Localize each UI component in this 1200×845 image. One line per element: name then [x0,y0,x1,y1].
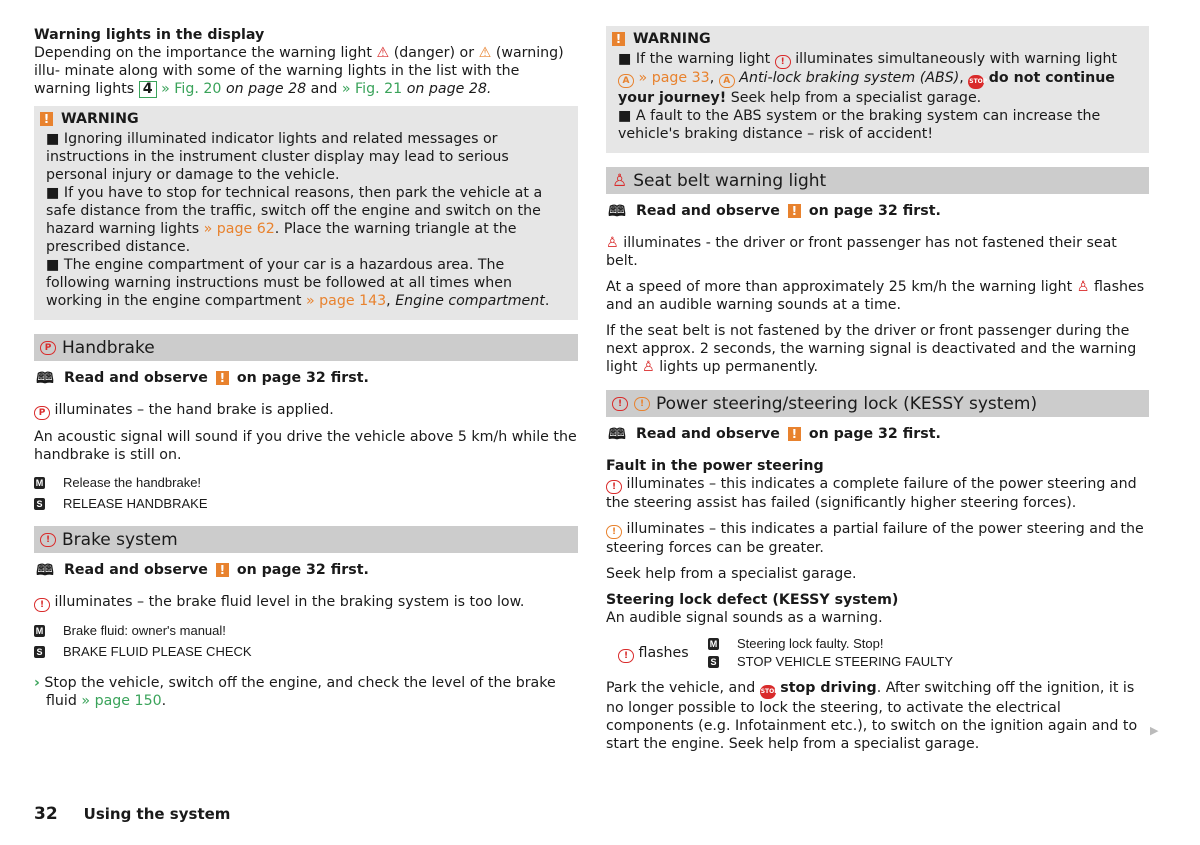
warning-triangle-icon: ⚠ [478,45,492,61]
read-text: on page 32 first. [236,562,369,578]
message-text: Release the handbrake! [63,475,202,490]
handbrake-messages [34,472,578,514]
danger-triangle-icon: ⚠ [376,45,390,61]
intro-text: on page 28. [406,81,492,97]
steering-red-icon: ! [612,397,628,411]
read-text: Read and observe [636,203,780,219]
read-and-observe [606,425,1149,443]
step-arrow-icon: › [34,675,40,691]
book-icon: 🕮 [608,425,626,443]
brake-illuminates [34,593,578,612]
bullet-text: ■ If you have to stop for technical reasons, then park the vehicle at a safe distance from the traffic, switch off the engine and switch on the hazard warning lights [46,185,543,237]
bullet-text: , [959,70,964,86]
body-text: flashes and an audible warning sounds at a time. [606,279,1145,313]
park-text [606,679,1149,753]
m-label-icon: M [35,477,44,488]
warning-bullet [46,256,566,310]
warning-header [40,110,566,128]
handbrake-illuminates [34,401,578,420]
bullet-text: Anti-lock braking system (ABS) [739,70,960,86]
body-text: illuminates – this indicates a partial failure of the power steering and the steering forces can be greater. [606,521,1144,556]
seatbelt-section-header [606,167,1149,194]
abs-icon: A [618,74,634,88]
handbrake-icon: P [40,341,56,355]
message-row [708,635,953,653]
message-row [34,472,578,493]
message-row [34,493,578,514]
read-and-observe [34,561,578,579]
read-text: Read and observe [64,370,208,386]
abs-icon: A [719,74,735,88]
page33-link[interactable]: » page 33 [638,70,710,86]
book-icon: 🕮 [36,369,54,387]
m-label-icon: M [709,639,718,649]
exclamation-icon: ! [788,427,801,441]
fault-partial [606,520,1149,557]
warning-box-general [34,106,578,320]
intro-text: lights [95,81,135,97]
bullet-text: Seek help from a specialist garage. [730,90,982,106]
handbrake-acoustic: An acoustic signal will sound if you drive the vehicle above 5 km/h while the handbrake is still on. [34,429,577,463]
bullet-text: , [709,70,715,86]
intro-text: Depending on the importance the warning light [34,45,372,61]
left-column [34,26,578,718]
page150-link[interactable]: » page 150 [81,693,162,709]
bullet-text: . [544,293,550,309]
message-text: RELEASE HANDBRAKE [63,496,208,511]
warning-bullet [618,50,1137,107]
brake-section-header [34,526,578,553]
section-title: Handbrake [62,337,155,358]
fig20-link[interactable]: » Fig. 20 [161,81,222,97]
s-label-icon: S [34,646,45,658]
page143-link[interactable]: » page 143 [305,293,387,309]
step-text: Stop the vehicle, switch off the engine, and check the level of the brake fluid [44,675,556,709]
seatbelt-icon: ♙ [641,359,655,375]
footer-section: Using the system [83,805,231,823]
steering-red-icon: ! [618,649,634,663]
brake-system-icon: ! [775,55,791,69]
warning-box-brake [606,26,1149,153]
brake-system-icon: ! [40,533,56,547]
warning-bullet: ■ A fault to the ABS system or the braking system can increase the vehicle's braking distance – risk of accident! [618,108,1101,142]
body-text: illuminates – this indicates a complete failure of the power steering and the steering assist has failed (significantly higher steering forces). [606,476,1137,511]
lock-text: An audible signal sounds as a warning. [606,610,883,626]
handbrake-section-header [34,334,578,361]
section-title: Seat belt warning light [633,170,827,191]
read-text: on page 32 first. [236,370,369,386]
body-text: illuminates - the driver or front passenger has not fastened their seat belt. [606,235,1117,269]
read-and-observe [606,202,1149,220]
body-text: stop driving [780,680,877,696]
seatbelt-icon: ♙ [1076,279,1090,295]
step-text: . [161,693,167,709]
stop-icon: STOP [968,75,984,89]
figure-number-box: 4 [139,81,157,98]
seatbelt-p3 [606,322,1149,376]
flashes-text: flashes [638,644,689,661]
message-text: STOP VEHICLE STEERING FAULTY [737,654,954,669]
message-row [34,641,578,662]
flashes-cell [606,644,708,663]
read-text: on page 32 first. [808,203,941,219]
section-title: Brake system [62,529,178,550]
body-text: Park the vehicle, and [606,680,756,696]
warning-lights-heading: Warning lights in the display [34,27,265,43]
bullet-text: Engine compartment [395,293,545,309]
lock-heading: Steering lock defect (KESSY system) [606,592,899,608]
exclamation-icon: ! [612,32,625,46]
handbrake-icon: P [34,406,50,420]
fault-complete [606,475,1149,512]
bullet-text: do not continue your journey! [618,70,1115,106]
page-number: 32 [34,804,58,824]
steering-yellow-icon: ! [606,525,622,539]
m-label-icon: M [35,625,44,636]
seatbelt-p2 [606,278,1149,314]
seek-help: Seek help from a specialist garage. [606,566,857,582]
read-and-observe [34,369,578,387]
seatbelt-icon: ♙ [606,235,619,251]
exclamation-icon: ! [216,563,229,577]
bullet-text: illuminates simultaneously with warning light [795,51,1118,67]
body-text: lights up permanently. [659,359,819,375]
intro-text: on page 28 [225,81,307,97]
message-text: Steering lock faulty. Stop! [737,636,884,651]
intro-text: and [310,81,338,97]
warning-label: WARNING [633,31,711,47]
page62-link[interactable]: » page 62 [203,221,275,237]
body-text: If the seat belt is not fastened by the driver or front passenger during the next approx. 2 seconds, the warning signal is deactivated and the warning light [606,323,1137,375]
bullet-text: , [386,293,391,309]
steering-red-icon: ! [606,480,622,494]
exclamation-icon: ! [40,112,53,126]
read-text: Read and observe [636,426,780,442]
intro-text: (warning) illu- [34,45,564,79]
bullet-text: ■ If the warning light [618,51,771,67]
intro-text: (danger) or [393,45,475,61]
fault-heading: Fault in the power steering [606,458,824,474]
message-row [34,620,578,641]
book-icon: 🕮 [608,202,626,220]
section-title: Power steering/steering lock (KESSY system) [656,393,1038,414]
seatbelt-icon: ♙ [612,170,628,191]
message-row [708,653,953,671]
body-text: At a speed of more than approximately 25 km/h the warning light [606,279,1073,295]
exclamation-icon: ! [216,371,229,385]
read-text: Read and observe [64,562,208,578]
bullet-text: ■ The engine compartment of your car is a hazardous area. The following warning instructions must be followed at all times when working in the engine compartment [46,257,512,309]
s-label-icon: S [708,656,719,668]
steering-message-row [606,635,1149,671]
exclamation-icon: ! [788,204,801,218]
message-text: Brake fluid: owner's manual! [63,623,226,638]
seatbelt-p1 [606,234,1149,270]
body-text: illuminates – the brake fluid level in the braking system is too low. [54,594,525,610]
brake-system-icon: ! [34,598,50,612]
continue-arrow-icon: ▶ [1150,724,1159,737]
book-icon: 🕮 [36,561,54,579]
intro-text: minate along with some of the warning lights in the list with the warning [34,63,520,97]
fig21-link[interactable]: » Fig. 21 [341,81,403,97]
warning-bullet [46,184,566,256]
s-label-icon: S [34,498,45,510]
bullet-text: . Place the warning triangle at the prescribed distance. [46,221,517,255]
warning-label: WARNING [61,111,139,127]
body-text: illuminates – the hand brake is applied. [54,402,334,418]
brake-messages [34,620,578,662]
page-footer [34,805,230,823]
steering-messages [708,635,953,671]
warning-bullet: ■ Ignoring illuminated indicator lights and related messages or instructions in the instrument cluster display may lead to serious personal injury or damage to the vehicle. [46,131,509,183]
warning-lights-intro [34,26,578,98]
message-text: BRAKE FLUID PLEASE CHECK [63,644,252,659]
right-column [606,26,1149,761]
steering-section-header [606,390,1149,417]
brake-step [34,674,578,710]
read-text: on page 32 first. [808,426,941,442]
steering-yellow-icon: ! [634,397,650,411]
stop-icon: STOP [760,685,776,699]
body-text: . After switching off the ignition, it is no longer possible to lock the steering, to activate the electrical components (e.g. Infotainment etc.), to switch on the ignition again and to start the engine. Seek help from a specialist garage. [606,680,1138,752]
warning-header [612,30,1137,48]
